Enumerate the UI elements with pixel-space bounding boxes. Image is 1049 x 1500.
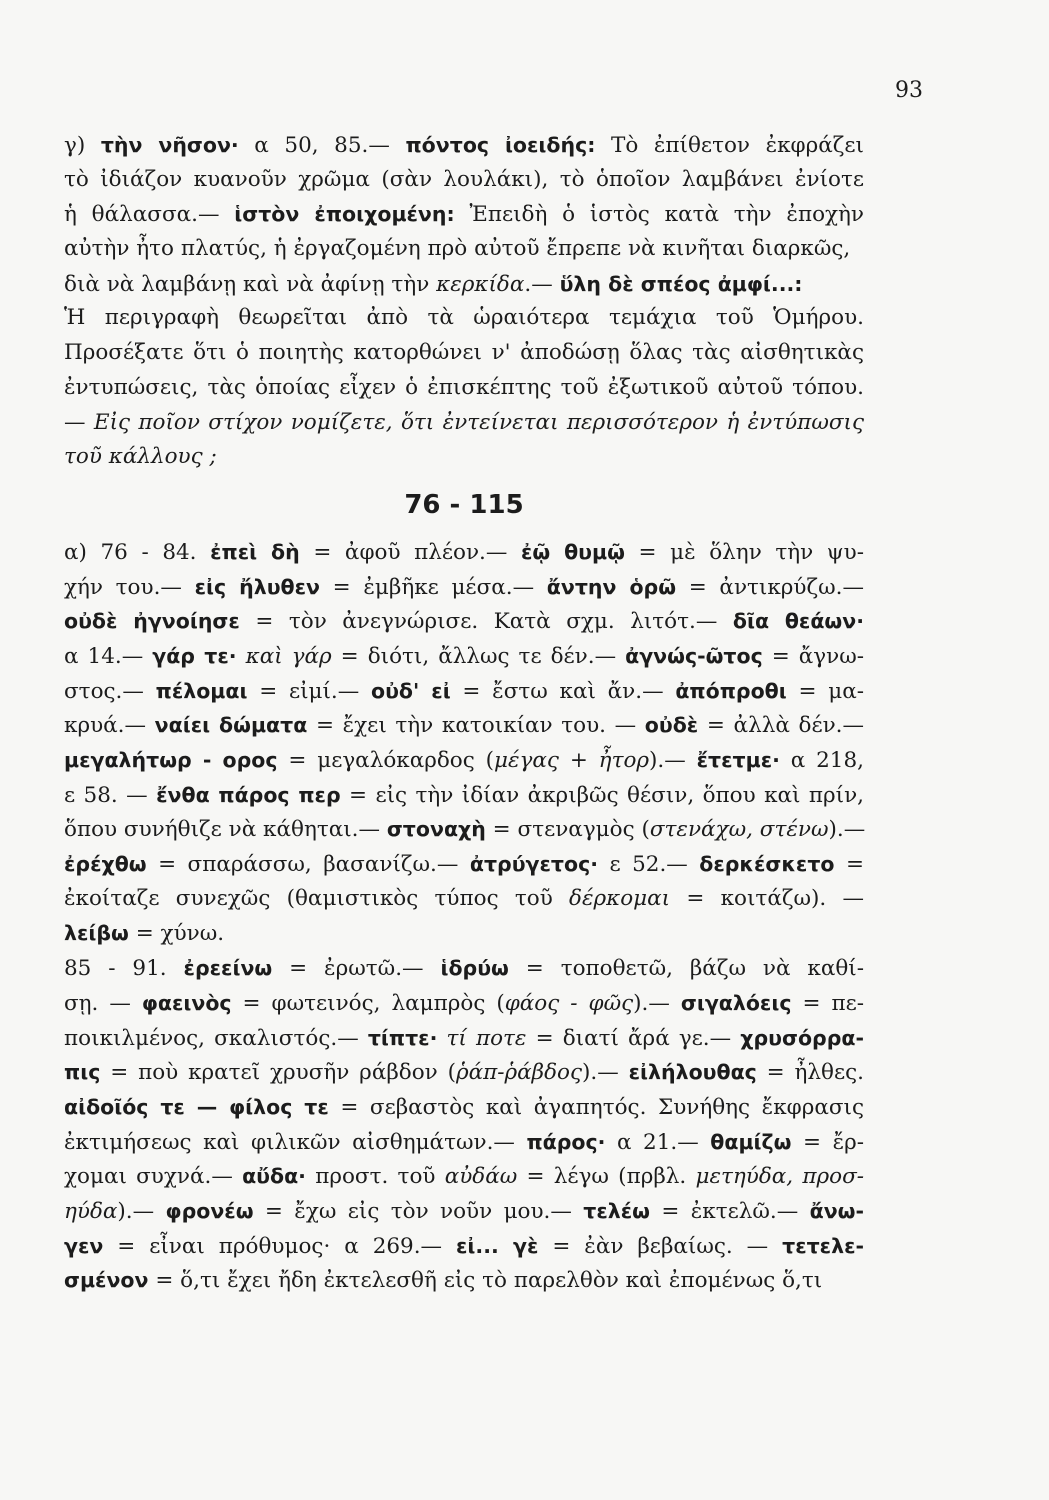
study-question [64,406,864,475]
text-run: = ἄγνω- [762,643,865,669]
text-run: = στεναγμὸς ( [485,817,650,843]
text-line [64,778,864,813]
italic-term: τί ποτε [437,1025,527,1051]
text-run: = σπαράσσω, βασανίζω.— [146,852,470,878]
lemma: φαεινὸς [141,990,232,1015]
lemma: ἐπεὶ δὴ [210,539,300,564]
text-line [64,743,864,778]
italic-term: ηύδα [64,1198,118,1224]
text-line [64,1263,864,1298]
text-run: = διατί ἄρά γε.— [526,1025,741,1051]
text-line [64,232,864,267]
text-run: α) 76 - 84. [64,539,211,565]
text-run: ποικιλμένος, σκαλιστός.— [64,1025,368,1051]
lemma: οὐδ' εἰ [370,678,451,703]
text-run: ).— [649,748,697,773]
text-run: = ἀντικρύζω.— [676,574,865,600]
text-line [64,570,864,605]
text-run: = διότι, ἄλλως τε δέν.— [331,643,626,669]
text-run: τὸ ἰδιάζον κυανοῦν χρῶμα (σὰν λουλάκι), τὸ ὁποῖον λαμβάνει ἐνίοτε [64,166,864,192]
text-run: Προσέξατε ὅτι ὁ ποιητὴς κατορθώνει ν' ἀποδώσῃ ὅλας τὰς αἰσθητικὰς [64,340,864,366]
italic-term: τοῦ κάλλους ; [64,444,217,470]
lemma: ἔνθα πάρος περ [156,782,341,807]
text-line [64,916,864,951]
italic-term: ῥάπ-ῥάβδος [455,1060,583,1086]
text-line [64,951,864,986]
lemma: στοναχὴ [386,817,486,842]
text-run: = ἦλθες. [756,1060,864,1086]
text-run: = τὸν ἀνεγνώρισε. Κατὰ σχμ. λιτότ.— [239,609,733,635]
italic-term: φάος - φῶς [504,990,634,1016]
text-line [64,1090,864,1125]
lemma: ἄντην ὁρῶ [546,574,677,599]
lemma: δερκέσκετο [699,852,835,877]
text-run: — [64,409,94,435]
text-line [64,639,864,674]
text-run: = ἀφοῦ πλέον.— [299,539,521,565]
text-run: = ἐκτελῶ.— [649,1198,810,1224]
text-run: ἐντυπώσεις, τὰς ὁποίας εἶχεν ὁ ἐπισκέπτης τοῦ ἐξωτικοῦ αὐτοῦ τόπου. [64,374,864,400]
text-run: ).— [117,1198,166,1224]
text-run: 85 - 91. [64,956,184,982]
commentary-block-1 [64,128,864,406]
text-line [64,163,864,198]
text-line [64,847,864,882]
text-line [64,1229,864,1264]
lemma: δῖα θεάων· [732,609,864,634]
text-line [64,128,864,163]
lemma: ἔτετμε· [696,748,780,772]
lemma: τίπτε· [367,1025,438,1050]
lemma: τετελε- [782,1233,864,1258]
lemma: ἀγνώς-ῶτος [625,643,763,668]
text-run: = σεβαστὸς καὶ ἀγαπητός. Συνήθης ἔκφρασις [328,1094,864,1120]
text-run: = ποὺ κρατεῖ χρυσῆν ράβδον ( [100,1060,456,1086]
section-heading: 76 - 115 [404,489,524,520]
text-run: = εἰμί.— [247,678,371,704]
text-run: χομαι συχνά.— [64,1164,243,1190]
text-line [64,267,864,302]
lemma: οὐδὲ ἠγνοίησε [64,609,240,634]
lemma: σμένον [64,1268,149,1293]
text-run: = πε- [791,990,864,1016]
text-run: ε 52.— [598,852,700,878]
text-run: α 50, 85.— [238,133,406,158]
text-run: = φωτεινός, λαμπρὸς ( [231,990,505,1016]
commentary-text [64,128,864,1298]
page-number: 93 [895,78,923,103]
lemma: ἀτρύγετος· [469,852,599,877]
text-line [64,1125,864,1160]
lemma: αὔδα· [242,1164,306,1189]
text-run: ε 58. — [64,782,157,808]
text-run: = ὅ,τι ἔχει ἤδη ἐκτελεσθῆ εἰς τὸ παρελθὸν καὶ ἐπομένως ὅ,τι [148,1268,823,1294]
text-run: = ἔχω εἰς τὸν νοῦν μου.— [253,1198,584,1224]
lemma: πάρος· [526,1129,606,1154]
text-run: = λέγω (πρβλ. [517,1164,696,1190]
text-run: κρυά.— [64,713,155,739]
text-run: ἡ θάλασσα.— [64,202,235,228]
lemma: ἐρέχθω [64,852,147,877]
text-line [64,708,864,743]
lemma: ναίει δώματα [154,713,308,738]
text-line [64,986,864,1021]
text-run: στος.— [64,678,156,704]
lemma: φρονέω [165,1198,254,1223]
lemma: πέλομαι [155,678,248,703]
lemma: οὐδὲ [644,713,699,738]
text-run: διὰ νὰ λαμβάνῃ καὶ νὰ ἀφίνῃ τὴν [64,271,437,297]
text-line [64,1194,864,1229]
text-line [64,882,864,917]
text-run: Ἡ περιγραφὴ θεωρεῖται ἀπὸ τὰ ὡραιότερα τεμάχια τοῦ Ὁμήρου. [64,305,864,331]
text-run: = μεγαλόκαρδος ( [277,748,495,773]
text-run: = εἰς τὴν ἰδίαν ἀκριβῶς θέσιν, ὅπου καὶ πρίν, [340,782,864,808]
text-run: α 21.— [605,1129,711,1155]
text-run: = κοιτάζω). — [670,885,864,911]
text-line [64,674,864,709]
text-run: = εἶναι πρόθυμος· α 269.— [103,1233,457,1259]
italic-term: αὐδάω [444,1164,518,1190]
lemma: τὴν νῆσον· [100,133,239,157]
lemma: εἰς ἤλυθεν [194,574,320,599]
text-run: σῃ. — [64,990,142,1016]
lemma: εἰλήλουθας [628,1060,757,1085]
text-run: ἐκτιμήσεως καὶ φιλικῶν αἰσθημάτων.— [64,1129,527,1155]
text-run: = ἐρωτῶ.— [272,956,441,982]
text-line [64,197,864,232]
lemma: μεγαλήτωρ - ορος [64,748,278,772]
italic-term: καὶ γάρ [236,643,332,669]
text-line [64,440,864,475]
text-run: = ἔχει τὴν κατοικίαν του. — [307,713,645,739]
text-run: = μὲ ὅλην τὴν ψυ- [624,539,864,565]
text-run: = [834,852,864,878]
text-line [64,535,864,570]
text-run: Ἐπειδὴ ὁ ἱστὸς κατὰ τὴν ἐποχὴν [454,202,864,228]
text-line [64,1055,864,1090]
lemma: εἰ... γὲ [456,1233,539,1258]
lemma: χρυσόρρα- [740,1025,864,1050]
text-run: ).— [828,817,866,843]
lemma: ἐρεείνω [183,956,273,981]
text-run: α 218, [779,748,864,773]
text-run: = τοποθετῶ, βάζω νὰ καθί- [508,956,864,982]
text-run: ὅπου συνήθιζε νὰ κάθηται.— [64,817,387,843]
text-run: α 14.— [64,643,153,669]
text-run: χήν του.— [64,574,195,600]
text-line [64,301,864,336]
lemma: γάρ τε· [152,643,237,668]
commentary-block-2 [64,535,864,1298]
lemma: πόντος ἰοειδής: [405,133,596,157]
lemma: σιγαλόεις [680,990,792,1015]
italic-term: στενάχω, στένω [649,817,829,843]
lemma: λείβω [64,921,129,946]
lemma: γεν [64,1233,104,1258]
italic-term: δέρκομαι [569,885,671,911]
lemma: ἱδρύω [440,956,509,981]
text-line [64,371,864,406]
text-line [64,812,864,847]
text-run: = χύνω. [128,921,225,947]
text-run: .— [524,271,560,297]
lemma: ἱστὸν ἐποιχομένη: [234,202,455,227]
text-run: = ἐμβῆκε μέσα.— [320,574,547,600]
text-run: προστ. τοῦ [305,1164,445,1190]
text-run: = ἔστω καὶ ἄν.— [450,678,676,704]
text-run: = ἐὰν βεβαίως. — [538,1233,783,1259]
lemma: ὕλη δὲ σπέος ἀμφί...: [559,271,803,296]
lemma: τελέω [583,1198,650,1223]
lemma: ἀπόπροθι [675,678,787,703]
italic-term: Εἰς ποῖον στίχον νομίζετε, ὅτι ἐντείνεται περισσότερον ἡ ἐντύπωσις [93,409,864,435]
text-run: = ἀλλὰ δέν.— [698,713,864,739]
text-line [64,604,864,639]
text-run: γ) [64,133,101,158]
lemma: πις [64,1060,101,1085]
lemma: αἰδοῖός τε — φίλος τε [64,1094,329,1119]
text-line [64,336,864,371]
lemma: θαμίζω [710,1129,792,1154]
text-run: Τὸ ἐπίθετον ἐκφράζει [595,133,864,158]
text-run: ἐκοίταζε συνεχῶς (θαμιστικὸς τύπος τοῦ [64,885,570,911]
text-run: ).— [582,1060,629,1086]
lemma: ἐῷ θυμῷ [520,539,625,564]
italic-term: μέγας + ἦτορ [494,748,650,773]
italic-term: μετηύδα, προσ- [695,1164,865,1190]
text-run: = μα- [786,678,864,704]
lemma: ἄνω- [809,1198,864,1223]
text-line [64,1021,864,1056]
text-run: = ἔρ- [791,1129,865,1155]
text-line [64,406,864,441]
text-run: αὐτὴν ἦτο πλατύς, ἡ ἐργαζομένη πρὸ αὐτοῦ ἔπρεπε νὰ κινῆται διαρκῶς, [64,236,851,262]
text-run: ).— [633,990,681,1016]
italic-term: κερκίδα [436,271,525,297]
text-line [64,1159,864,1194]
